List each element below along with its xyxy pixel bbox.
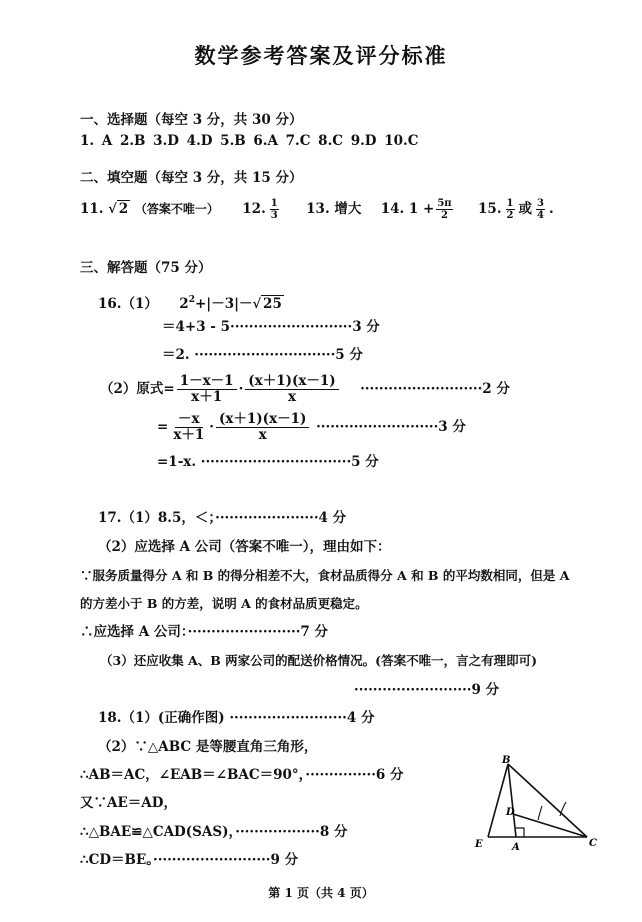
q16-part2-line1 [100,374,510,405]
q16-final: =1-x. ································5 分 [157,454,379,470]
section-3-heading: 三、解答题（75 分） [80,260,212,276]
page-footer: 第 1 页（共 4 页） [268,886,374,900]
q17-line-5: ∴应选择 A 公司：························7 分 [80,624,329,640]
section-2-heading: 二、填空题（每空 3 分，共 15 分） [80,170,303,186]
q16-part2-label: （2）原式= [100,381,175,397]
q14-label: 14. 1 + [380,201,435,217]
q18-line-2: （2）∵△ABC 是等腰直角三角形， [98,739,318,755]
label-C: C [589,838,597,849]
section-1-heading: 一、选择题（每空 3 分，共 30 分） [80,112,303,128]
label-D: D [506,807,515,818]
q17-line-3: ∵服务质量得分 A 和 B 的得分相差不大，食材品质得分 A 和 B 的平均数相同，但是 A [80,568,570,583]
q15-fraction-2: $\frac{3}{4}$ [537,198,544,221]
q16-part2-score-2: ··························3 分 [316,419,466,435]
label-A: A [512,842,520,852]
arc-mark-1 [538,806,542,820]
label-B: B [502,755,511,766]
q11-label: 11. [80,201,104,217]
q17-line-7: ·························9 分 [354,682,500,698]
page-title: 数学参考答案及评分标准 [194,43,448,68]
q14-fraction: $\frac{5\pi}{2}$ [437,198,452,221]
q12-label: 12. [242,201,266,217]
segment-BA [508,764,516,837]
q18-line-5: ∴△BAE≌△CAD(SAS)，··················8 分 [80,824,348,840]
q13-answer: 13. 增大 [306,201,362,217]
q16-equals: = [157,419,169,435]
q15-or: 或 [518,201,532,217]
q16-dot-1: · [238,381,244,397]
triangle-figure [470,752,600,852]
q15-label: 15. [478,201,502,217]
segment-BC [508,764,587,837]
q18-line-3: ∴AB＝AC，∠EAB＝∠BAC＝90°，···············6 分 [80,767,404,783]
q18-line-1: 18.（1）(正确作图) ·························4 分 [98,710,375,726]
q17-line-6: （3）还应收集 A、B 两家公司的配送价格情况。(答案不唯一，言之有理即可) [100,653,537,668]
q16-fraction-4: $\frac{(x+1)(x-1)}{x}$ [216,412,309,443]
q16-abs: +|－3|－ [194,296,253,312]
right-angle-mark [516,828,524,837]
q16-radicand: 25 [263,296,282,312]
q16-dot-2: · [209,419,214,435]
q11-radicand: 2 [118,201,129,217]
q12-fraction: $\frac{1}{3}$ [270,198,278,221]
q16-fraction-1: $\frac{1-x-1}{x+1}$ [177,374,237,405]
section-2-answers [80,198,554,221]
segment-BE [488,764,508,837]
q18-line-6: ∴CD＝BE。·························9 分 [80,852,299,868]
label-E: E [475,839,483,850]
section-1-answers: 1. A 2.B 3.D 4.D 5.B 6.A 7.C 8.C 9.D 10.C [80,133,419,149]
q11-note: （答案不唯一） [134,202,219,216]
q17-line-2: （2）应选择 A 公司（答案不唯一），理由如下： [98,539,391,555]
q16-part2-line2 [157,412,466,443]
q16-base: 2 [179,296,189,312]
q15-end: . [548,201,554,217]
q15-fraction-1: $\frac{1}{2}$ [506,198,514,221]
q16-fraction-2: $\frac{(x+1)(x-1)}{x}$ [245,374,338,405]
sqrt-sign-icon: √ [252,297,262,312]
q16-part1-expr [98,290,284,315]
q16-label: 16.（1） [98,296,158,312]
sqrt-sign-icon: √ [108,202,117,217]
q16-fraction-3: $\frac{-x}{x+1}$ [173,411,205,443]
q17-line-4: 的方差小于 B 的方差，说明 A 的食材品质更稳定。 [80,596,368,611]
q16-part2-score: ··························2 分 [360,381,510,397]
q16-step-2: ＝4+3 - 5··························3 分 [162,319,380,335]
q17-line-1: 17.（1）8.5，＜；······················4 分 [98,510,347,526]
q18-line-4: 又∵AE＝AD， [80,795,177,811]
q16-exponent: 2 [188,295,195,305]
q16-step-3: ＝2. ······························5 分 [162,347,363,363]
